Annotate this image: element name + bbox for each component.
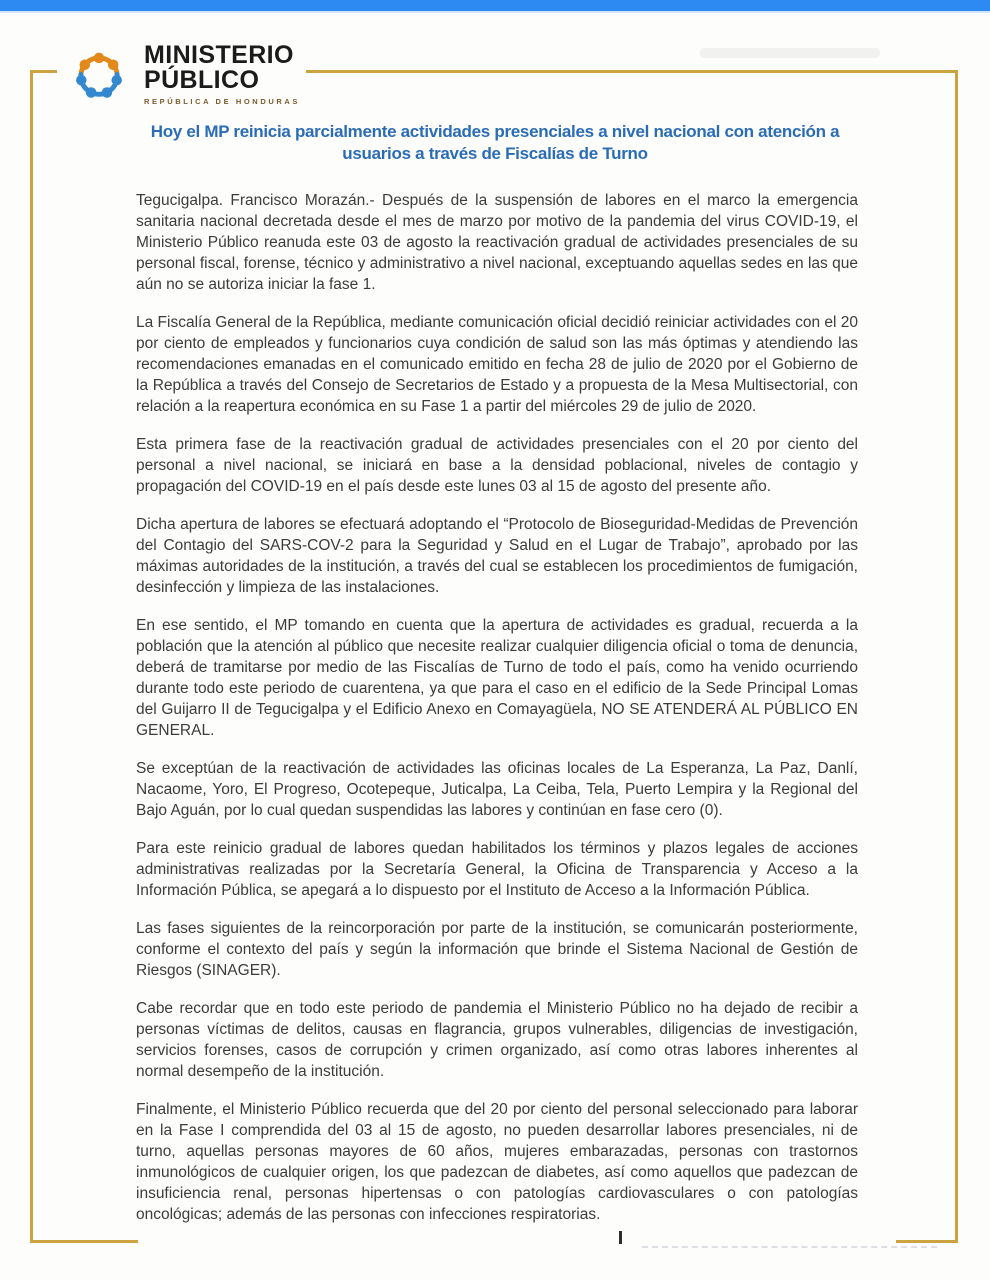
paragraph-fiscalias-de-turno: En ese sentido, el MP tomando en cuenta que la apertura de actividades es gradual, recuerda a la población que la atención al público que necesite realizar cualquier diligencia oficial o toma de denuncia, deberá de tramitarse por medio de las Fiscalías de Turno de todo el país, como ha venido ocurriendo durante todo este periodo de cuarentena, ya que para el caso en el edificio de la Sede Principal Lomas del Guijarro II de Tegucigalpa y el Edificio Anexo en Comayagüela, NO SE ATENDERÁ AL PÚBLICO EN GENERAL. [136, 617, 858, 739]
logo-wordmark [144, 43, 300, 106]
logo-line-ministerio: MINISTERIO [144, 41, 294, 69]
paragraph-oficinas-exceptuadas: Se exceptúan de la reactivación de actividades las oficinas locales de La Esperanza, La Paz, Danlí, Nacaome, Yoro, El Progreso, Ocotepeque, Juticalpa, La Ceiba, Tela, Puerto Lempira y la Regional del Bajo Aguán, por lo cual quedan suspendidas las labores y continúan en fase cero (0). [136, 760, 858, 819]
paragraph-personal-excluido: Finalmente, el Ministerio Público recuerda que del 20 por ciento del personal seleccionado para laborar en la Fase I comprendida del 03 al 15 de agosto, no pueden desarrollar labores presenciales, ni de turno, aquellas personas mayores de 60 años, mujeres embarazadas, personas con trastornos inmunológicos de cualquier origen, los que padezcan de diabetes, así como aquellos que padezcan de insuficiencia renal, personas hipertensas o con patologías cardiovasculares o con patologías oncológicas; además de las personas con infecciones respiratorias. [136, 1101, 858, 1223]
document-title: Hoy el MP reinicia parcialmente actividades presenciales a nivel nacional con atención a usuarios a través de Fiscalías de Turno [150, 122, 840, 163]
scan-artifact-smudge [700, 48, 880, 58]
paragraph-fases-siguientes: Las fases siguientes de la reincorporación por parte de la institución, se comunicarán posteriormente, conforme el contexto del país y según la información que brinde el Sistema Nacional de Gestión de Riesgos (SINAGER). [136, 920, 858, 979]
frame-border-top-left-segment [30, 70, 57, 73]
frame-border-bottom-right-segment [896, 1240, 958, 1243]
scan-artifact-dashes [642, 1246, 937, 1248]
paragraph-fiscalia-general: La Fiscalía General de la República, mediante comunicación oficial decidió reiniciar actividades con el 20 por ciento de empleados y funcionarios cuya condición de salud son las más óptimas y atendiendo las recomendaciones emanadas en el comunicado emitido en fecha 28 de julio de 2020 por el Gobierno de la República a través del Consejo de Secretarios de Estado y a propuesta de la Mesa Multisectorial, con relación a la reapertura económica en su Fase 1 a partir del miércoles 29 de julio de 2020. [136, 314, 859, 415]
paragraph-primera-fase: Esta primera fase de la reactivación gradual de actividades presenciales con el 20 por ciento del personal a nivel nacional, se iniciará en base a la densidad poblacional, niveles de contagio y propagación del COVID-19 en el país desde este lunes 03 al 15 de agosto del presente año. [136, 436, 858, 495]
scan-artifact-tick [619, 1231, 622, 1244]
logo-line-publico: PÚBLICO [144, 66, 260, 94]
paragraph-terminos-legales: Para este reinicio gradual de labores quedan habilitados los términos y plazos legales de acciones administrativas realizadas por la Secretaría General, la Oficina de Transparencia y Acceso a la Información Pública, se apegará a lo dispuesto por el Instituto de Acceso a la Información Pública. [136, 840, 858, 899]
frame-border-top-right-segment [288, 70, 958, 73]
paragraph-protocolo-bioseguridad: Dicha apertura de labores se efectuará adoptando el “Protocolo de Bioseguridad-Medidas de Prevención del Contagio del SARS-COV-2 para la Seguridad y Salud en el Lugar de Trabajo”, aprobado por las máximas autoridades de la institución, a través del cual se establecen los procedimientos de fumigación, desinfección y limpieza de las instalaciones. [136, 516, 858, 596]
people-circle-logo-icon [64, 35, 134, 113]
frame-border-bottom-left-segment [30, 1240, 138, 1243]
paragraph-dateline-intro: Tegucigalpa. Francisco Morazán.- Después de la suspensión de labores en el marco la emergencia sanitaria nacional decretada desde el mes de marzo por motivo de la pandemia del virus COVID-19, el Ministerio Público reanuda este 03 de agosto la reactivación gradual de actividades presenciales de su personal fiscal, forense, técnico y administrativo a nivel nacional, exceptuando aquellas sedes en las que aún no se autoriza iniciar la fase 1. [136, 192, 858, 293]
logo-subtitle: REPÚBLICA DE HONDURAS [144, 97, 300, 106]
top-accent-bar [0, 0, 990, 13]
paragraph-labores-pandemia: Cabe recordar que en todo este periodo de pandemia el Ministerio Público no ha dejado de recibir a personas víctimas de delitos, causas en flagrancia, grupos vulnerables, diligencias de investigación, servicios forenses, casos de corrupción y crimen organizado, así como otras labores inherentes al normal desempeño de la institución. [136, 1000, 858, 1080]
frame-border-right [955, 70, 958, 1243]
frame-border-left [30, 70, 33, 1243]
article-body [136, 190, 858, 1242]
ministerio-publico-logo [62, 33, 306, 115]
